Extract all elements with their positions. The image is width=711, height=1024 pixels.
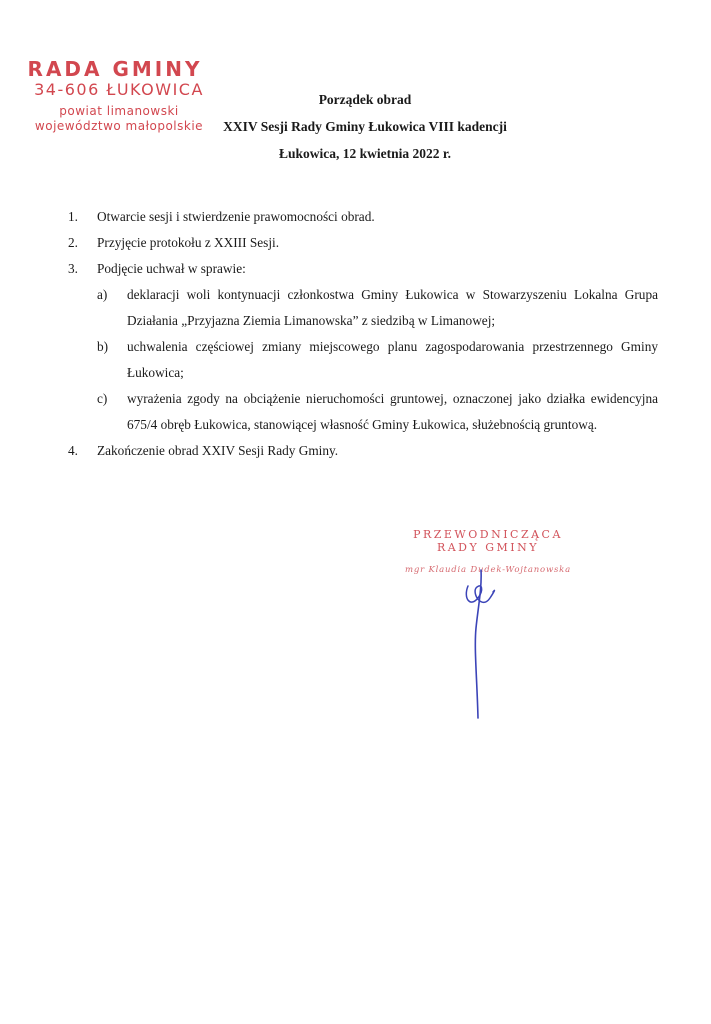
agenda-subitems xyxy=(97,282,658,438)
chairperson-stamp-council: RADY GMINY xyxy=(436,541,540,554)
document-place-date: Łukowica, 12 kwietnia 2022 r. xyxy=(278,146,452,161)
agenda-item xyxy=(68,204,658,230)
agenda-item xyxy=(68,256,658,438)
agenda-subitem xyxy=(97,334,658,386)
agenda-subitem-letter: b) xyxy=(97,339,109,354)
document-subtitle: XXIV Sesji Rady Gminy Łukowica VIII kadencji xyxy=(223,119,507,134)
agenda-item-number: 1. xyxy=(68,209,78,224)
stamp-line-council: RADA GMINY xyxy=(27,57,203,81)
document-title: Porządek obrad xyxy=(318,92,412,107)
stamp-line-county: powiat limanowski xyxy=(59,104,179,118)
agenda-item-text: Otwarcie sesji i stwierdzenie prawomocności obrad. xyxy=(97,209,375,224)
agenda-subitem-letter: a) xyxy=(97,287,108,302)
agenda-list xyxy=(68,204,658,464)
agenda-item-text: Podjęcie uchwał w sprawie: xyxy=(97,261,246,276)
chairperson-stamp-title: PRZEWODNICZĄCA xyxy=(413,528,563,541)
agenda-item-number: 3. xyxy=(68,261,78,276)
agenda-item-text: Zakończenie obrad XXIV Sesji Rady Gminy. xyxy=(97,443,339,458)
handwritten-signature-icon xyxy=(460,568,500,728)
agenda-subitem-letter: c) xyxy=(97,391,108,406)
document-header xyxy=(200,86,530,167)
agenda-item xyxy=(68,438,658,464)
agenda-item-text: Przyjęcie protokołu z XXIII Sesji. xyxy=(97,235,280,250)
agenda-subitem-text: uchwalenia częściowej zmiany miejscowego planu zagospodarowania przestrzennego Gminy Łukowica; xyxy=(127,339,658,380)
agenda-subitem-text: deklaracji woli kontynuacji członkostwa Gminy Łukowica w Stowarzyszeniu Lokalna Grupa Działania „Przyjazna Ziemia Limanowska” z siedzibą w Limanowej; xyxy=(127,287,658,328)
agenda-item-number: 2. xyxy=(68,235,78,250)
stamp-line-address: 34-606 ŁUKOWICA xyxy=(34,80,204,99)
agenda-item-number: 4. xyxy=(68,443,78,458)
chairperson-stamp-name: mgr Klaudia Dudek-Wojtanowska xyxy=(404,565,572,575)
agenda-subitem-text: wyrażenia zgody na obciążenie nieruchomości gruntowej, oznaczonej jako działka ewidencyjna 675/4 obręb Łukowica, stanowiącej własność Gminy Łukowica, służebnością gruntową. xyxy=(127,391,658,432)
agenda-item xyxy=(68,230,658,256)
agenda-subitem xyxy=(97,282,658,334)
agenda-subitem xyxy=(97,386,658,438)
stamp-line-voivodeship: województwo małopolskie xyxy=(34,119,204,133)
council-stamp xyxy=(14,58,224,134)
